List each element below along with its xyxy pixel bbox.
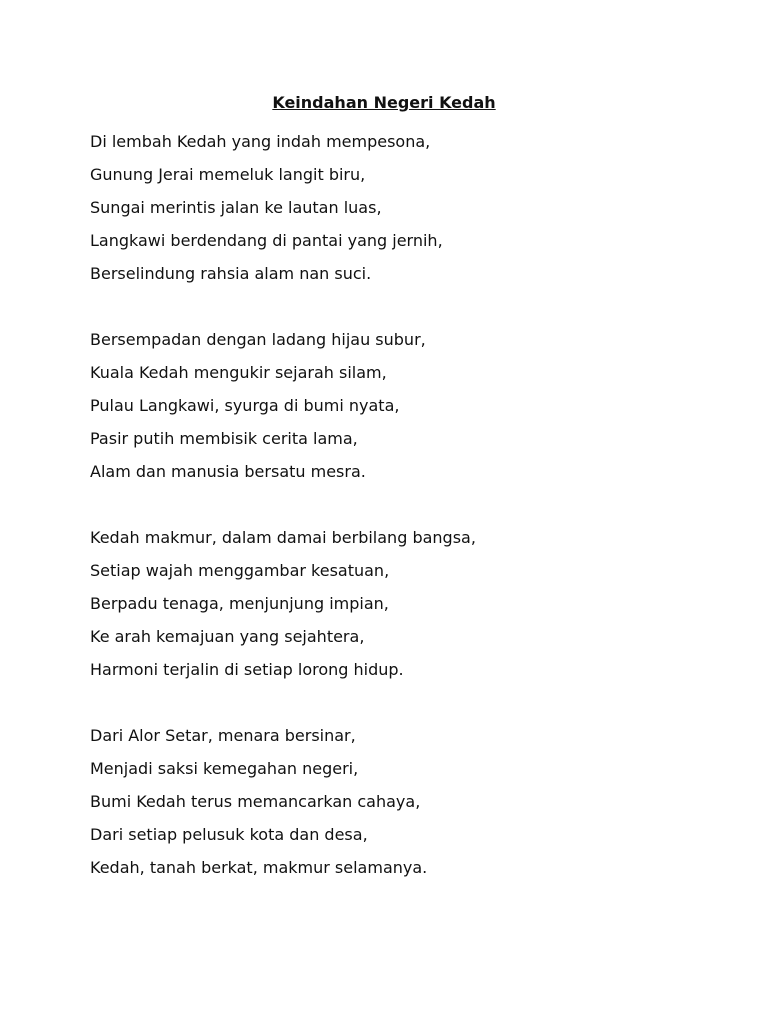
poem-line: Berselindung rahsia alam nan suci.	[90, 264, 372, 283]
poem-line: Dari setiap pelusuk kota dan desa,	[90, 825, 368, 844]
poem-line: Bersempadan dengan ladang hijau subur,	[90, 330, 426, 349]
poem-body	[90, 125, 730, 917]
poem-line: Di lembah Kedah yang indah mempesona,	[90, 132, 431, 151]
poem-line: Pulau Langkawi, syurga di bumi nyata,	[90, 396, 400, 415]
poem-line: Bumi Kedah terus memancarkan cahaya,	[90, 792, 421, 811]
poem-line: Setiap wajah menggambar kesatuan,	[90, 561, 390, 580]
poem-line: Kuala Kedah mengukir sejarah silam,	[90, 363, 387, 382]
poem-line: Berpadu tenaga, menjunjung impian,	[90, 594, 389, 613]
stanza-3	[90, 521, 730, 686]
poem-line: Sungai merintis jalan ke lautan luas,	[90, 198, 382, 217]
poem-line: Ke arah kemajuan yang sejahtera,	[90, 627, 365, 646]
poem-line: Pasir putih membisik cerita lama,	[90, 429, 358, 448]
poem-line: Alam dan manusia bersatu mesra.	[90, 462, 366, 481]
stanza-2	[90, 323, 730, 488]
poem-title: Keindahan Negeri Kedah	[272, 93, 496, 112]
poem-line: Dari Alor Setar, menara bersinar,	[90, 726, 356, 745]
poem-line: Kedah, tanah berkat, makmur selamanya.	[90, 858, 428, 877]
poem-line: Menjadi saksi kemegahan negeri,	[90, 759, 359, 778]
stanza-4	[90, 719, 730, 884]
poem-line: Harmoni terjalin di setiap lorong hidup.	[90, 660, 404, 679]
poem-line: Langkawi berdendang di pantai yang jernih,	[90, 231, 443, 250]
stanza-1	[90, 125, 730, 290]
poem-line: Gunung Jerai memeluk langit biru,	[90, 165, 366, 184]
poem-line: Kedah makmur, dalam damai berbilang bangsa,	[90, 528, 476, 547]
